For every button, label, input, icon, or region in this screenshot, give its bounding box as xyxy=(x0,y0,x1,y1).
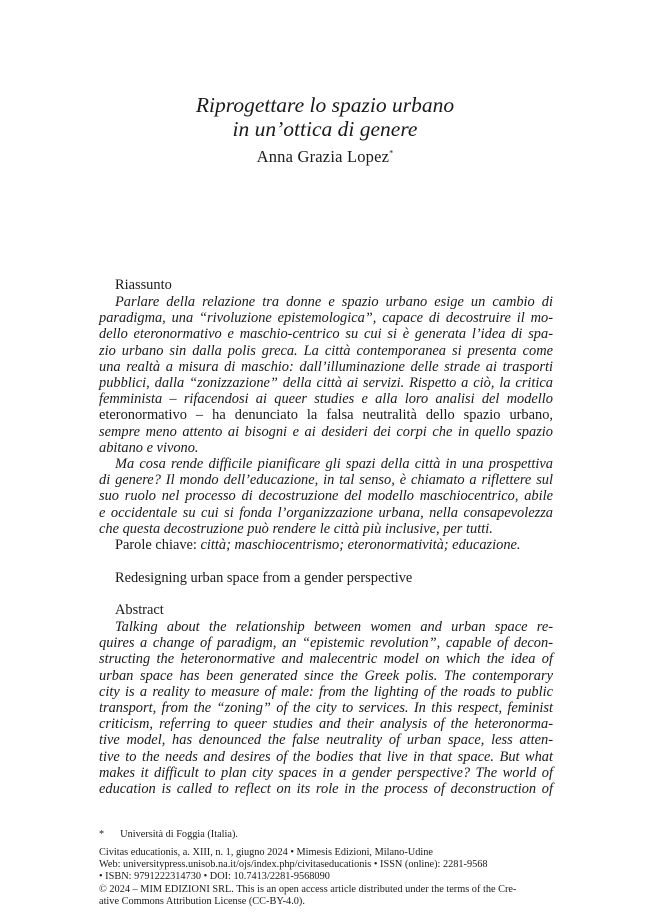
abstract-line: quires a change of paradigm, an “epistemic revolution”, capable of decon- xyxy=(99,635,553,652)
abstract-line: tive to the needs and desires of the bodies that live in that space. But what xyxy=(99,748,553,765)
license-line-1: © 2024 – MIM EDIZIONI SRL. This is an open access article distributed under the terms of the Cre- xyxy=(99,883,517,895)
article-title-line-1: Riprogettare lo spazio urbano xyxy=(195,93,455,117)
abstract-line: makes it difficult to plan city spaces in a gender perspective? The world of xyxy=(99,764,553,781)
riassunto-p1-line: pubblici, dalla “zonizzazione” della città ai servizi. Rispetto a ciò, la critica xyxy=(99,375,553,392)
riassunto-p2-line: e occidentale su cui si fonda l’organizzazione urbana, nella consapevolezza xyxy=(99,504,553,521)
riassunto-p1-line: paradigma, una “rivoluzione epistemologica”, capace di decostruire il mo- xyxy=(99,310,553,327)
abstract-line: urban space has been generated since the Greek polis. The contemporary xyxy=(99,667,553,684)
riassunto-p1-line: una realtà a misura di maschio: dall’illuminazione delle strade ai trasporti xyxy=(99,358,553,375)
affiliation-footnote xyxy=(99,829,559,841)
abstract-line: education is called to reflect on its role in the process of deconstruction of xyxy=(99,781,553,798)
affiliation-mark: * xyxy=(99,829,105,840)
affiliation-text: Università di Foggia (Italia). xyxy=(120,829,238,840)
riassunto-p1-line: zio urbano sin dalla polis greca. La città contemporanea si presenta come xyxy=(99,342,553,359)
keywords-label: Parole chiave: xyxy=(115,537,197,553)
web-line: Web: universitypress.unisob.na.it/ojs/index.php/civitaseducationis • ISSN (online): 2281-9568 xyxy=(99,859,488,871)
riassunto-p1-line: eteronormativo – ha denunciato la falsa neutralità dello spazio urbano, xyxy=(99,407,553,424)
riassunto-p1-line: abitano e vivono. xyxy=(99,439,199,456)
author-name xyxy=(0,147,650,167)
abstract-line: structing the heteronormative and malecentric model on which the idea of xyxy=(99,651,553,668)
abstract-heading: Abstract xyxy=(115,602,164,618)
riassunto-p2-line: Ma cosa rende difficile pianificare gli spazi della città in una prospettiva xyxy=(115,456,553,472)
riassunto-p1-line: dello eteronormativo e maschio-centrico su cui si è generata l’idea di spa- xyxy=(99,326,553,343)
abstract-line: criticism, referring to queer studies and their analysis of the heteronorma- xyxy=(99,716,553,733)
article-title-line-2: in un’ottica di genere xyxy=(232,117,418,141)
abstract-line: tive model, has denounced the false neutrality of urban space, less atten- xyxy=(99,732,553,749)
abstract-line: transport, from the “zoning” of the city to services. In this respect, feminist xyxy=(99,700,553,717)
english-title: Redesigning urban space from a gender perspective xyxy=(115,570,413,586)
journal-line: Civitas educationis, a. XIII, n. 1, giugno 2024 • Mimesis Edizioni, Milano-Udine xyxy=(99,847,433,858)
author-text: Anna Grazia Lopez xyxy=(256,147,390,166)
riassunto-heading: Riassunto xyxy=(115,277,172,293)
riassunto-p2-line: che questa decostruzione può rendere le città più inclusive, per tutti. xyxy=(99,520,493,537)
riassunto-p2-line: di genere? Il mondo dell’educazione, in tal senso, è chiamato a riflettere sul xyxy=(99,472,553,489)
abstract-line: Talking about the relationship between women and urban space re- xyxy=(115,619,553,635)
license-line-2: ative Commons Attribution License (CC-BY-4.0). xyxy=(99,895,305,907)
abstract-paragraph xyxy=(99,619,553,797)
riassunto-p1-line: sempre meno attento ai bisogni e ai desideri dei corpi che in quello spazio xyxy=(99,423,553,440)
riassunto-p1-line: Parlare della relazione tra donne e spazio urbano esige un cambio di xyxy=(115,294,553,310)
keywords-list: città; maschiocentrismo; eteronormatività; educazione. xyxy=(200,537,521,553)
abstract-line: city is a reality to measure of male: from the lighting of the roads to public xyxy=(99,683,553,700)
journal-info xyxy=(99,847,559,908)
isbn-doi-line: • ISBN: 9791222314730 • DOI: 10.7413/2281-9568090 xyxy=(99,871,330,883)
riassunto-paragraph-2 xyxy=(99,456,553,537)
keywords xyxy=(115,537,521,554)
riassunto-p1-line: femminista – rifacendosi ai queer studies e alla loro analisi del modello xyxy=(99,391,553,408)
riassunto-p2-line: suo ruolo nel processo di decostruzione del modello maschiocentrico, abile xyxy=(99,488,553,505)
riassunto-paragraph-1 xyxy=(99,294,553,456)
author-footnote-mark: * xyxy=(389,148,394,158)
